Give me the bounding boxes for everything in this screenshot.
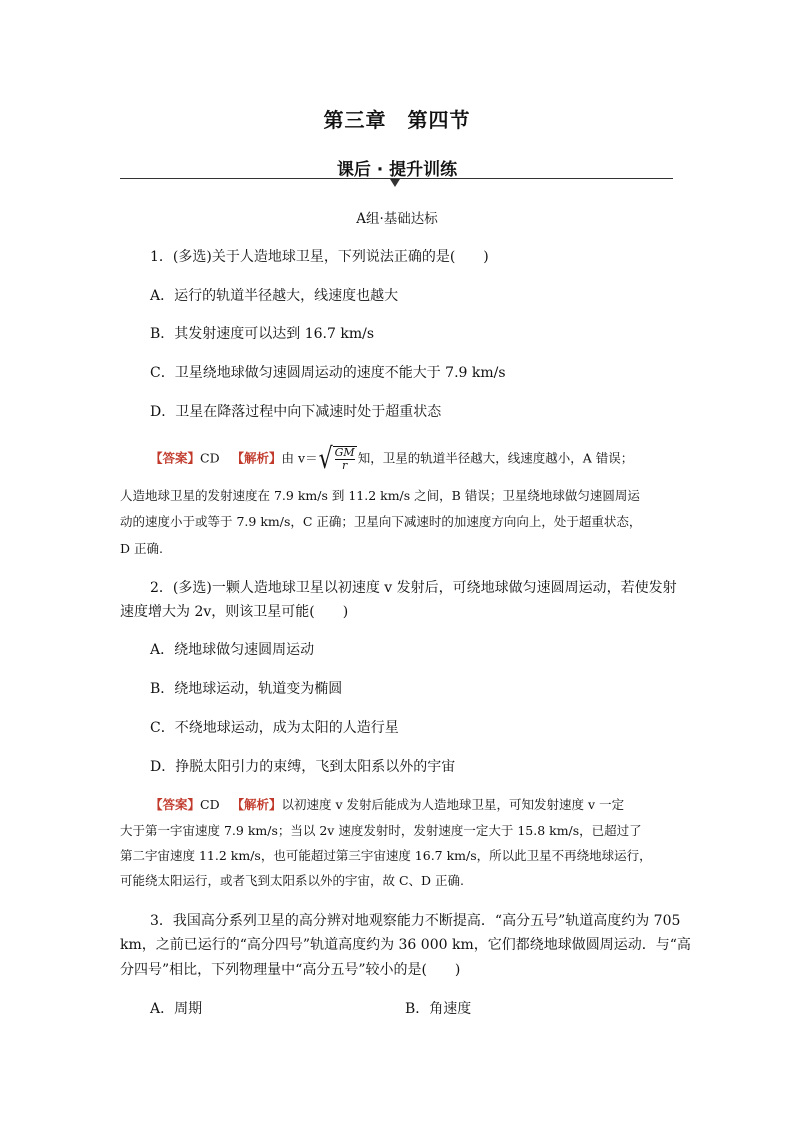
q2-answer-value: CD <box>200 797 220 812</box>
q1-analysis-line3: 动的速度小于或等于 7.9 km/s，C 正确；卫星向下减速时的加速度方向向上，处于超重状态， <box>120 514 642 529</box>
q3-stem-line2: km，之前已运行的“高分四号”轨道高度约为 36 000 km，它们都绕地球做圆周运动．与“高 <box>120 937 691 953</box>
q2-answer-line <box>150 795 624 813</box>
q2-option-d: D．挣脱太阳引力的束缚，飞到太阳系以外的宇宙 <box>150 759 456 775</box>
q3-option-a: A．周期 <box>150 1001 203 1017</box>
q1-option-a: A．运行的轨道半径越大，线速度也越大 <box>150 288 399 304</box>
q1-formula-prefix: 由 v＝ <box>281 450 318 466</box>
formula-numerator: GM <box>334 446 355 459</box>
answer-tag: 【答案】 <box>150 450 201 466</box>
q1-analysis-line4: D 正确. <box>120 541 163 556</box>
triangle-marker-icon <box>390 179 400 187</box>
answer-tag: 【答案】 <box>150 797 201 812</box>
q2-stem-line2: 速度增大为 2v，则该卫星可能( ) <box>120 604 349 620</box>
q3-option-b: B．角速度 <box>405 1001 472 1017</box>
q2-analysis-line3: 第二宇宙速度 11.2 km/s，也可能超过第三宇宙速度 16.7 km/s，所以此卫星不再绕地球运行， <box>120 848 652 863</box>
q1-stem: 1．(多选)关于人造地球卫星，下列说法正确的是( ) <box>150 249 489 265</box>
q1-option-b: B．其发射速度可以达到 16.7 km/s <box>150 326 375 342</box>
q1-answer-line <box>150 442 634 476</box>
q1-option-d: D．卫星在降落过程中向下减速时处于超重状态 <box>150 404 442 420</box>
q2-analysis-line1: 以初速度 v 发射后能成为人造地球卫星，可知发射速度 v 一定 <box>281 797 625 812</box>
page-title: 第三章 第四节 <box>323 108 471 132</box>
analysis-tag: 【解析】 <box>231 797 282 812</box>
q1-analysis-line2: 人造地球卫星的发射速度在 7.9 km/s 到 11.2 km/s 之间，B 错误；卫星绕地球做匀速圆周运 <box>120 488 640 503</box>
group-heading: A组·基础达标 <box>356 211 438 227</box>
q1-option-c: C．卫星绕地球做匀速圆周运动的速度不能大于 7.9 km/s <box>150 365 506 381</box>
section-subtitle: 课后 · 提升训练 <box>336 160 458 180</box>
q2-stem-line1: 2．(多选)一颗人造地球卫星以初速度 v 发射后，可绕地球做匀速圆周运动，若使发射 <box>150 580 677 596</box>
q1-answer-value: CD <box>200 450 220 466</box>
formula-denominator: r <box>342 459 348 472</box>
sqrt-formula: √ $\frac{GM}{r}$ <box>318 442 355 476</box>
q2-option-a: A．绕地球做匀速圆周运动 <box>150 642 315 658</box>
q2-analysis-line4: 可能绕太阳运行，或者飞到太阳系以外的宇宙，故 C、D 正确. <box>120 873 465 888</box>
q2-analysis-line2: 大于第一宇宙速度 7.9 km/s；当以 2v 速度发射时，发射速度一定大于 15.8 km/s，已超过了 <box>120 823 642 838</box>
q2-option-c: C．不绕地球运动，成为太阳的人造行星 <box>150 720 399 736</box>
q2-option-b: B．绕地球运动，轨道变为椭圆 <box>150 681 343 697</box>
q1-analysis-line1: 知，卫星的轨道半径越大，线速度越小，A 错误； <box>357 450 634 466</box>
q3-stem-line3: 分四号”相比，下列物理量中“高分五号”较小的是( ) <box>120 962 461 978</box>
q3-stem-line1: 3．我国高分系列卫星的高分辨对地观察能力不断提高．“高分五号”轨道高度约为 705 <box>150 913 681 929</box>
analysis-tag: 【解析】 <box>231 450 282 466</box>
